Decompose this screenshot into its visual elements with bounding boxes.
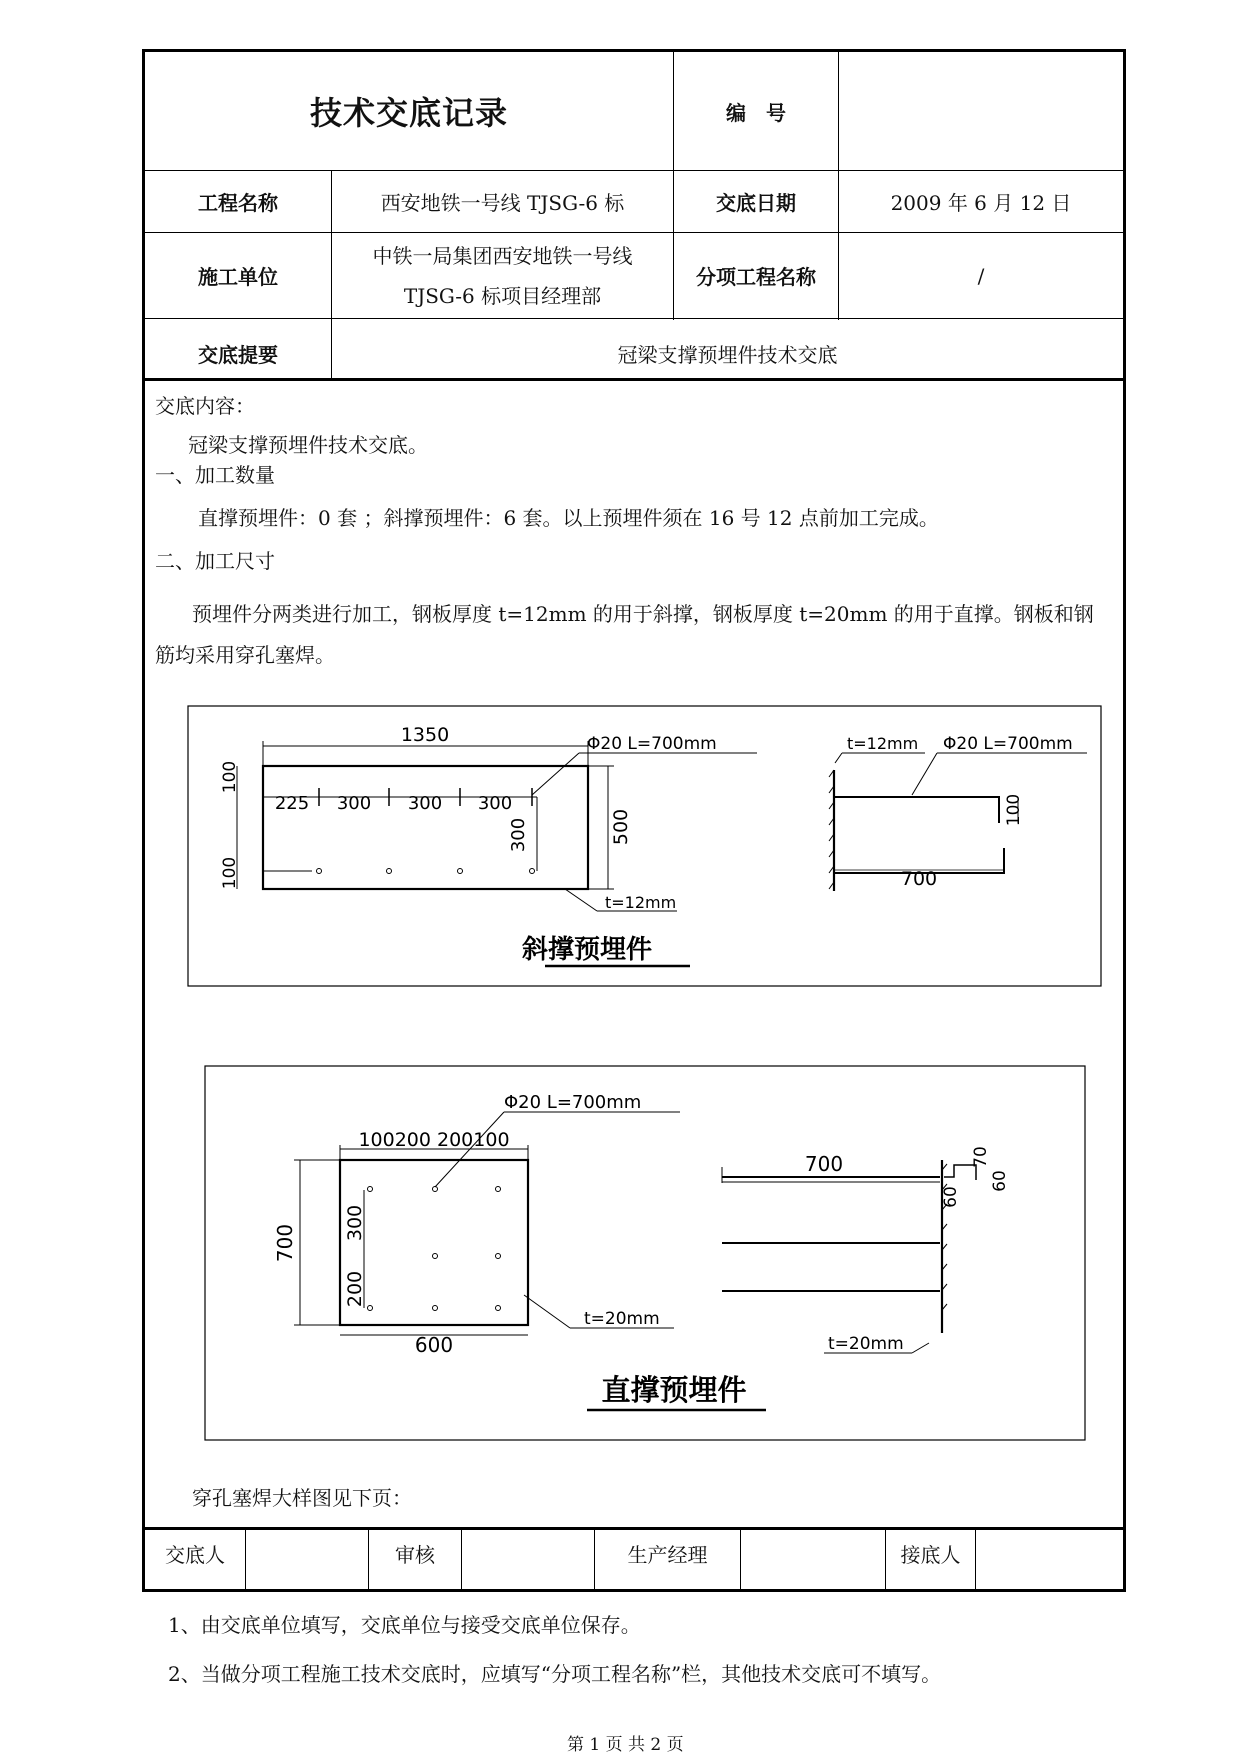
unit-label: 施工单位 bbox=[198, 265, 278, 289]
dim-300: 300 bbox=[344, 1204, 366, 1242]
section1-title: 一、加工数量 bbox=[155, 463, 275, 487]
receiver-signature-field[interactable] bbox=[976, 1530, 1123, 1590]
rebar-note: Φ20 L=700mm bbox=[504, 1092, 642, 1113]
diagonal-brace-drawing bbox=[187, 705, 1102, 987]
plate-thickness: t=12mm bbox=[605, 893, 677, 912]
dim-height: 700 bbox=[273, 1223, 297, 1263]
unit-value-line1: 中铁一局集团西安地铁一号线 bbox=[372, 243, 633, 268]
unit-value[interactable] bbox=[332, 233, 673, 318]
side-dim-700: 700 bbox=[900, 868, 938, 890]
receiver-label: 接底人 bbox=[900, 1542, 961, 1567]
number-label: 编 号 bbox=[726, 100, 786, 125]
closing-text: 穿孔塞焊大样图见下页： bbox=[192, 1486, 412, 1510]
summary-value[interactable]: 冠梁支撑预埋件技术交底 bbox=[617, 342, 838, 367]
summary-label: 交底提要 bbox=[198, 342, 278, 367]
reviewer-signature-field[interactable] bbox=[462, 1530, 594, 1590]
dim-225: 225 bbox=[274, 793, 310, 814]
side-thickness: t=12mm bbox=[847, 734, 919, 753]
form-title: 技术交底记录 bbox=[309, 94, 508, 132]
side-thickness: t=20mm bbox=[828, 1334, 904, 1354]
content-intro: 冠梁支撑预埋件技术交底。 bbox=[188, 433, 428, 457]
dim-300c: 300 bbox=[477, 793, 513, 814]
plate-outline bbox=[340, 1160, 528, 1325]
dim-height: 500 bbox=[610, 808, 632, 846]
dim-width: 600 bbox=[414, 1333, 454, 1357]
side-dim-100: 100 bbox=[1004, 793, 1024, 827]
page-number: 第 1 页 共 2 页 bbox=[567, 1735, 684, 1755]
unit-value-line2: TJSG-6 标项目经理部 bbox=[403, 283, 602, 308]
reviewer-label: 审核 bbox=[395, 1542, 435, 1567]
side-dim-60b: 60 bbox=[941, 1186, 961, 1208]
dim-300-vertical: 300 bbox=[508, 817, 529, 853]
section2-title: 二、加工尺寸 bbox=[155, 549, 275, 573]
dim-width: 1350 bbox=[400, 724, 450, 746]
dim-300b: 300 bbox=[407, 793, 443, 814]
date-value[interactable]: 2009 年 6 月 12 日 bbox=[890, 191, 1072, 215]
section2-text-line2: 筋均采用穿孔塞焊。 bbox=[155, 643, 335, 667]
date-label: 交底日期 bbox=[716, 191, 796, 215]
note-1: 1、由交底单位填写，交底单位与接受交底单位保存。 bbox=[168, 1613, 641, 1637]
straight-brace-drawing bbox=[204, 1065, 1086, 1441]
side-dim-60a: 60 bbox=[990, 1170, 1010, 1192]
project-name-value[interactable]: 西安地铁一号线 TJSG-6 标 bbox=[380, 191, 625, 215]
plate-thickness: t=20mm bbox=[584, 1309, 660, 1329]
production-manager-signature-field[interactable] bbox=[741, 1530, 885, 1590]
rebar-note: Φ20 L=700mm bbox=[587, 734, 717, 754]
drawing2-caption: 直撑预埋件 bbox=[601, 1373, 747, 1407]
dim-200: 200 bbox=[344, 1270, 366, 1308]
dim-top: 100200 200100 bbox=[358, 1129, 510, 1151]
side-dim-700: 700 bbox=[804, 1152, 844, 1176]
presenter-signature-field[interactable] bbox=[246, 1530, 368, 1590]
side-rebar-note: Φ20 L=700mm bbox=[943, 734, 1073, 754]
note-2: 2、当做分项工程施工技术交底时，应填写“分项工程名称”栏，其他技术交底可不填写。 bbox=[168, 1662, 942, 1686]
dim-300a: 300 bbox=[336, 793, 372, 814]
sub-project-value[interactable]: / bbox=[977, 263, 985, 288]
number-field[interactable] bbox=[839, 52, 1123, 170]
sub-project-label: 分项工程名称 bbox=[696, 265, 816, 289]
project-name-label: 工程名称 bbox=[198, 191, 278, 215]
section2-text-line1: 预埋件分两类进行加工，钢板厚度 t=12mm 的用于斜撑，钢板厚度 t=20mm 的用于直撑。钢板和钢 bbox=[192, 602, 1094, 626]
section1-text: 直撑预埋件：0 套 ；斜撑预埋件：6 套。以上预埋件须在 16 号 12 点前加工完成。 bbox=[198, 506, 939, 530]
side-dim-70: 70 bbox=[971, 1146, 991, 1168]
content-heading: 交底内容： bbox=[155, 394, 255, 418]
dim-edge-top: 100 bbox=[220, 760, 240, 794]
presenter-label: 交底人 bbox=[165, 1542, 225, 1567]
production-manager-label: 生产经理 bbox=[627, 1542, 708, 1567]
drawing1-caption: 斜撑预埋件 bbox=[521, 935, 653, 965]
dim-edge-bottom: 100 bbox=[220, 856, 240, 890]
